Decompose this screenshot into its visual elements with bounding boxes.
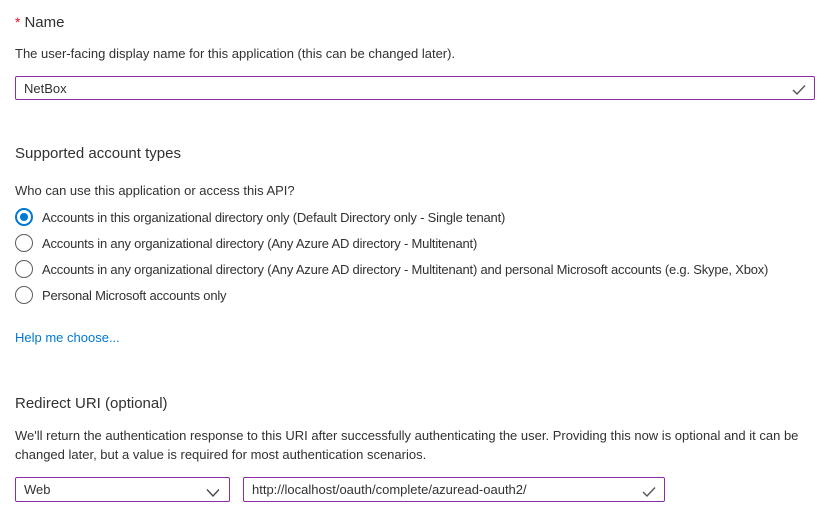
redirect-uri-input-wrap	[243, 477, 665, 502]
radio-button-icon[interactable]	[15, 208, 33, 226]
name-section-heading	[15, 12, 815, 33]
redirect-uri-controls	[15, 477, 815, 502]
name-description: The user-facing display name for this application (this can be changed later).	[15, 46, 456, 61]
radio-option-personal-only[interactable]	[15, 282, 815, 308]
radio-option-label: Personal Microsoft accounts only	[42, 287, 227, 303]
redirect-uri-heading: Redirect URI (optional)	[15, 395, 168, 412]
chevron-down-icon	[206, 485, 220, 494]
radio-option-multitenant[interactable]	[15, 230, 815, 256]
radio-option-label: Accounts in this organizational directory only (Default Directory only - Single tenant)	[42, 209, 506, 225]
radio-button-icon[interactable]	[15, 234, 33, 252]
account-types-radio-group	[15, 204, 815, 308]
account-types-heading: Supported account types	[15, 145, 181, 162]
radio-option-multitenant-personal[interactable]	[15, 256, 815, 282]
required-asterisk: *	[15, 14, 21, 30]
radio-option-single-tenant[interactable]	[15, 204, 815, 230]
radio-option-label: Accounts in any organizational directory (Any Azure AD directory - Multitenant)	[42, 235, 478, 251]
radio-option-label: Accounts in any organizational directory (Any Azure AD directory - Multitenant) and personal Microsoft accounts (e.g. Skype, Xbox)	[42, 261, 769, 277]
platform-select[interactable]	[15, 477, 230, 502]
name-label: Name	[24, 14, 65, 31]
redirect-uri-input[interactable]	[243, 477, 665, 502]
name-input-wrap	[15, 76, 815, 100]
platform-select-value: Web	[24, 482, 51, 497]
redirect-uri-description: We'll return the authentication response to this URI after successfully authenticating the user. Providing this now is optional and it can be changed later, but a value is required for most authentication scenarios.	[15, 428, 799, 462]
name-input[interactable]	[15, 76, 815, 100]
account-types-question: Who can use this application or access this API?	[15, 183, 295, 198]
help-me-choose-link[interactable]: Help me choose...	[15, 330, 120, 345]
radio-button-icon[interactable]	[15, 286, 33, 304]
radio-button-icon[interactable]	[15, 260, 33, 278]
